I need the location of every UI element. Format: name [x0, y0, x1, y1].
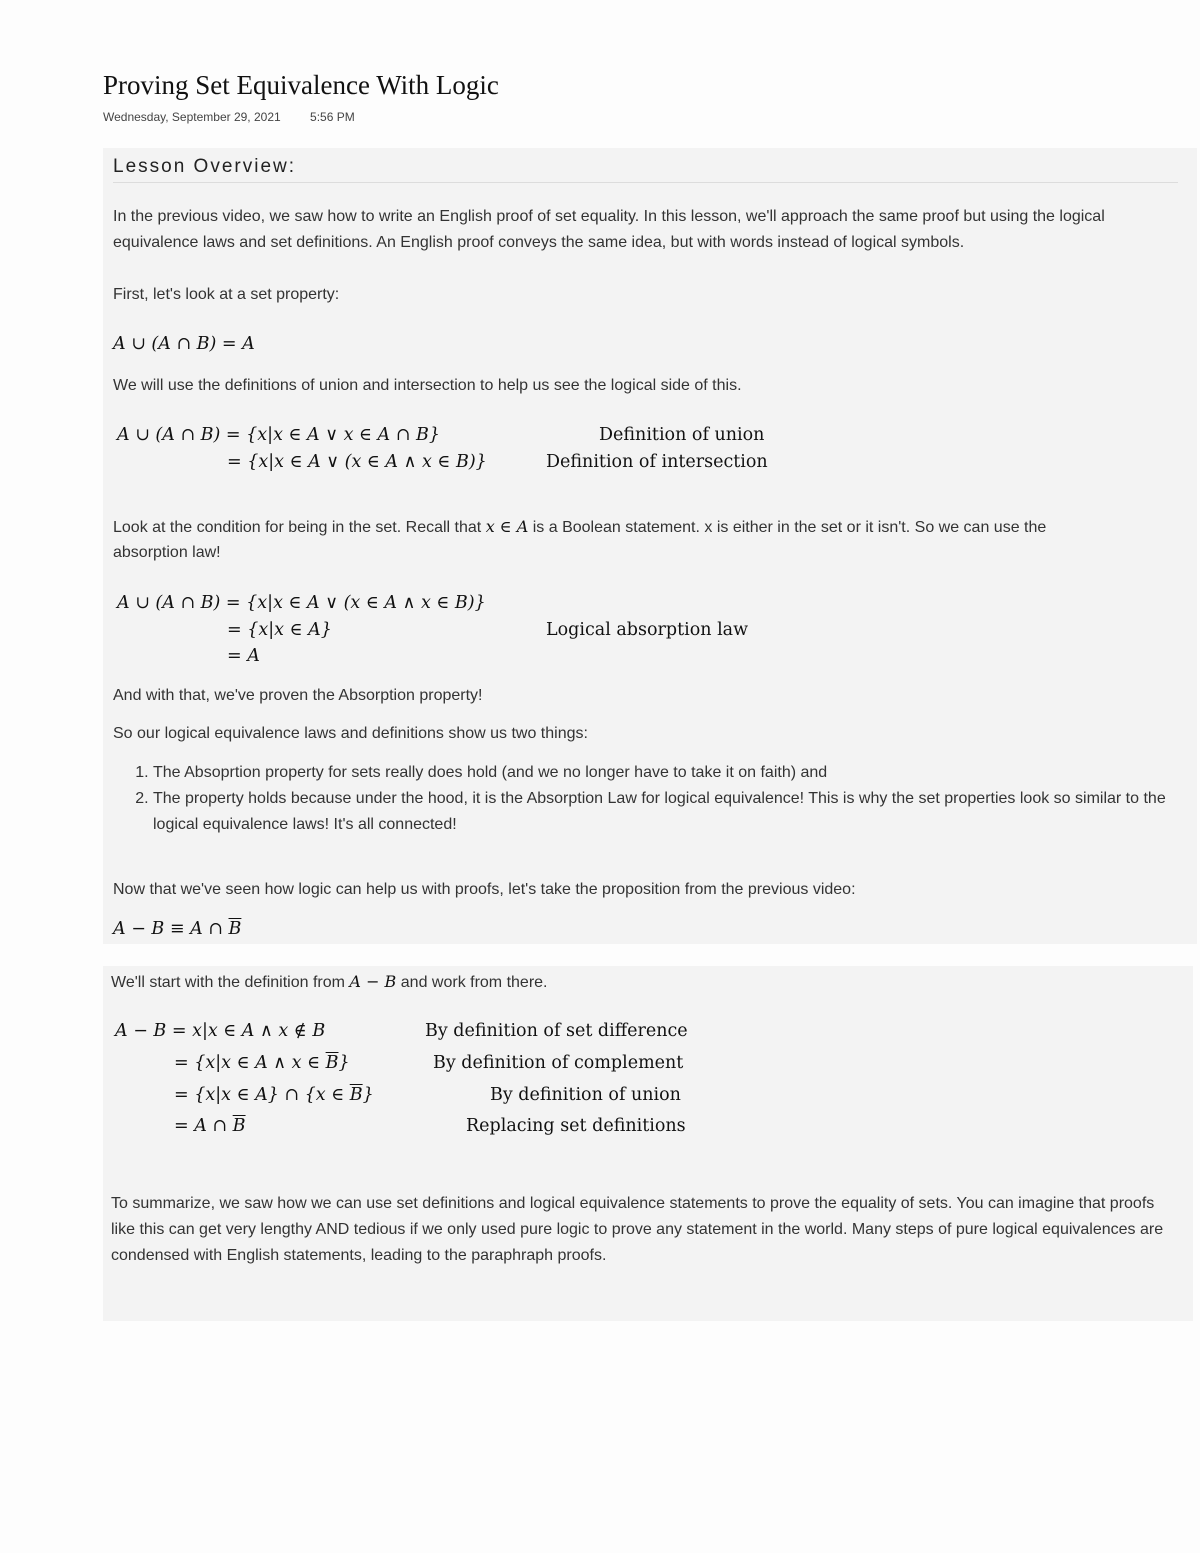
set-property-formula: A ∪ (A ∩ B) = A [113, 334, 255, 354]
condition-paragraph-cont: absorption law! [113, 544, 221, 561]
condition-paragraph: Look at the condition for being in the set. Recall that x ∈ A is a Boolean statement. x is either in the set or it isn't. So we can use the [113, 517, 1047, 536]
proof-box [103, 966, 1193, 1321]
lesson-heading: Lesson Overview: [113, 156, 297, 177]
page-title: Proving Set Equivalence With Logic [103, 70, 499, 100]
proven-text: And with that, we've proven the Absorption property! [113, 687, 483, 704]
page-meta [103, 110, 355, 124]
page-date: Wednesday, September 29, 2021 [103, 110, 281, 124]
list-item: 2. The property holds because under the hood, it is the Absorption Law for logical equivalence! This is why the set properties look so similar to the logical equivalence laws! It's all connected! [153, 786, 1173, 838]
proof-row4: = A ∩ $\overline{B}$ [174, 1116, 246, 1136]
proof-label4: Replacing set definitions [466, 1116, 686, 1136]
findings-list [113, 760, 1173, 838]
intro-paragraph: In the previous video, we saw how to write an English proof of set equality. In this lesson, we'll approach the same proof but using the logical equivalence laws and set definitions. An English proof conveys the same idea, but with words instead of logical symbols. [113, 208, 1105, 251]
derivation1-label1: Definition of union [599, 425, 765, 445]
list-item: 1. The Absoprtion property for sets really does hold (and we no longer have to take it on faith) and [153, 760, 1173, 786]
derivation2-row2: = {x|x ∈ A} [227, 620, 332, 640]
derivation2-label2: Logical absorption law [546, 620, 749, 640]
derivation1-row1: A ∪ (A ∩ B) = {x|x ∈ A ∨ x ∈ A ∩ B} [117, 425, 440, 445]
proposition-formula: A − B ≡ A ∩ $\overline{B}$ [113, 919, 242, 939]
derivation1-row2: = {x|x ∈ A ∨ (x ∈ A ∧ x ∈ B)} [227, 452, 487, 472]
summary-paragraph: To summarize, we saw how we can use set definitions and logical equivalence statements to prove the equality of sets. You can imagine that proofs like this can get very lengthy AND tedious if we only used pure logic to prove any statement in the world. Many steps of pure logical equivalences are condensed with English statements, leading to the paraphraph proofs. [111, 1195, 1164, 1264]
two-things-text: So our logical equivalence laws and definitions show us two things: [113, 725, 588, 742]
proof-label2: By definition of complement [433, 1053, 684, 1073]
proof-label1: By definition of set difference [425, 1021, 688, 1041]
page-time: 5:56 PM [310, 110, 355, 124]
derivation2-row1: A ∪ (A ∩ B) = {x|x ∈ A ∨ (x ∈ A ∧ x ∈ B)} [117, 593, 486, 613]
proof-row2: = {x|x ∈ A ∧ x ∈ $\overline{B}$} [174, 1053, 350, 1073]
heading-divider [113, 182, 1178, 183]
now-that-text: Now that we've seen how logic can help us with proofs, let's take the proposition from the previous video: [113, 881, 856, 898]
start-definition-text: We'll start with the definition from A − B and work from there. [111, 972, 548, 991]
use-definitions-text: We will use the definitions of union and intersection to help us see the logical side of this. [113, 377, 742, 394]
lesson-overview-box [103, 148, 1197, 944]
proof-row3: = {x|x ∈ A} ∩ {x ∈ $\overline{B}$} [174, 1085, 374, 1105]
derivation1-label2: Definition of intersection [546, 452, 768, 472]
derivation2-row3: = A [227, 646, 260, 666]
proof-row1: A − B = x|x ∈ A ∧ x ∉ B [115, 1021, 326, 1041]
proof-label3: By definition of union [490, 1085, 681, 1105]
first-look-text: First, let's look at a set property: [113, 286, 340, 303]
